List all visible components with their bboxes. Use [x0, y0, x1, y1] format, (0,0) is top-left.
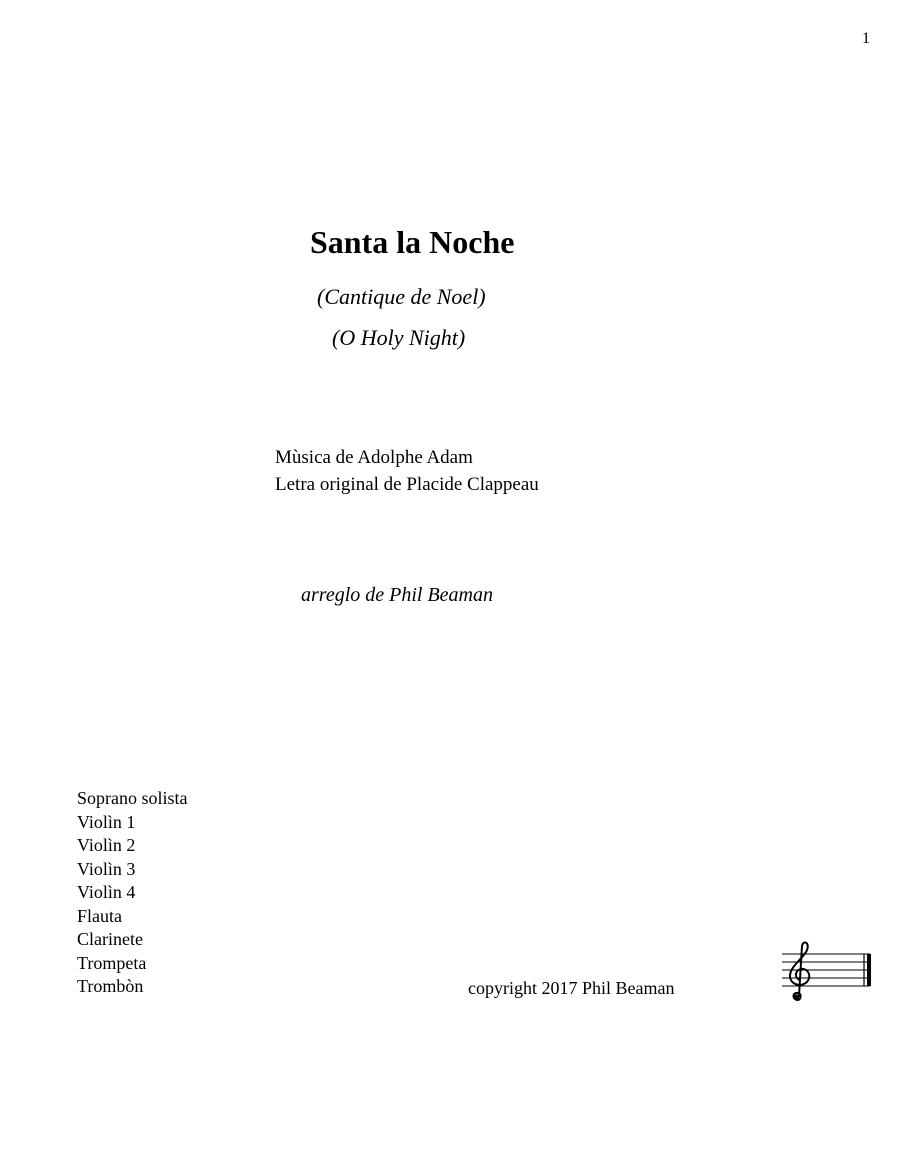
instrument-item: Trombòn [77, 976, 144, 996]
music-credit: Mùsica de Adolphe Adam [275, 447, 473, 468]
subtitle-french: (Cantique de Noel) [317, 284, 486, 309]
treble-clef-staff-icon [780, 938, 876, 1010]
instrument-item: Violìn 2 [77, 835, 136, 855]
page-number: 1 [862, 30, 870, 47]
instrument-list [77, 787, 188, 999]
instrument-item: Violìn 4 [77, 882, 136, 902]
credits [275, 444, 539, 498]
arranger-credit: arreglo de Phil Beaman [301, 584, 494, 606]
instrument-item: Flauta [77, 905, 122, 926]
instrument-item: Violìn 1 [77, 811, 136, 832]
instrument-item: Clarinete [77, 929, 143, 949]
instrument-item: Soprano solista [77, 788, 188, 808]
lyrics-credit: Letra original de Placide Clappeau [275, 474, 539, 495]
page-title: Santa la Noche [310, 224, 515, 260]
copyright-notice: copyright 2017 Phil Beaman [468, 978, 675, 998]
instrument-item: Violìn 3 [77, 858, 136, 879]
subtitle-english: (O Holy Night) [332, 325, 466, 350]
instrument-item: Trompeta [77, 952, 147, 973]
